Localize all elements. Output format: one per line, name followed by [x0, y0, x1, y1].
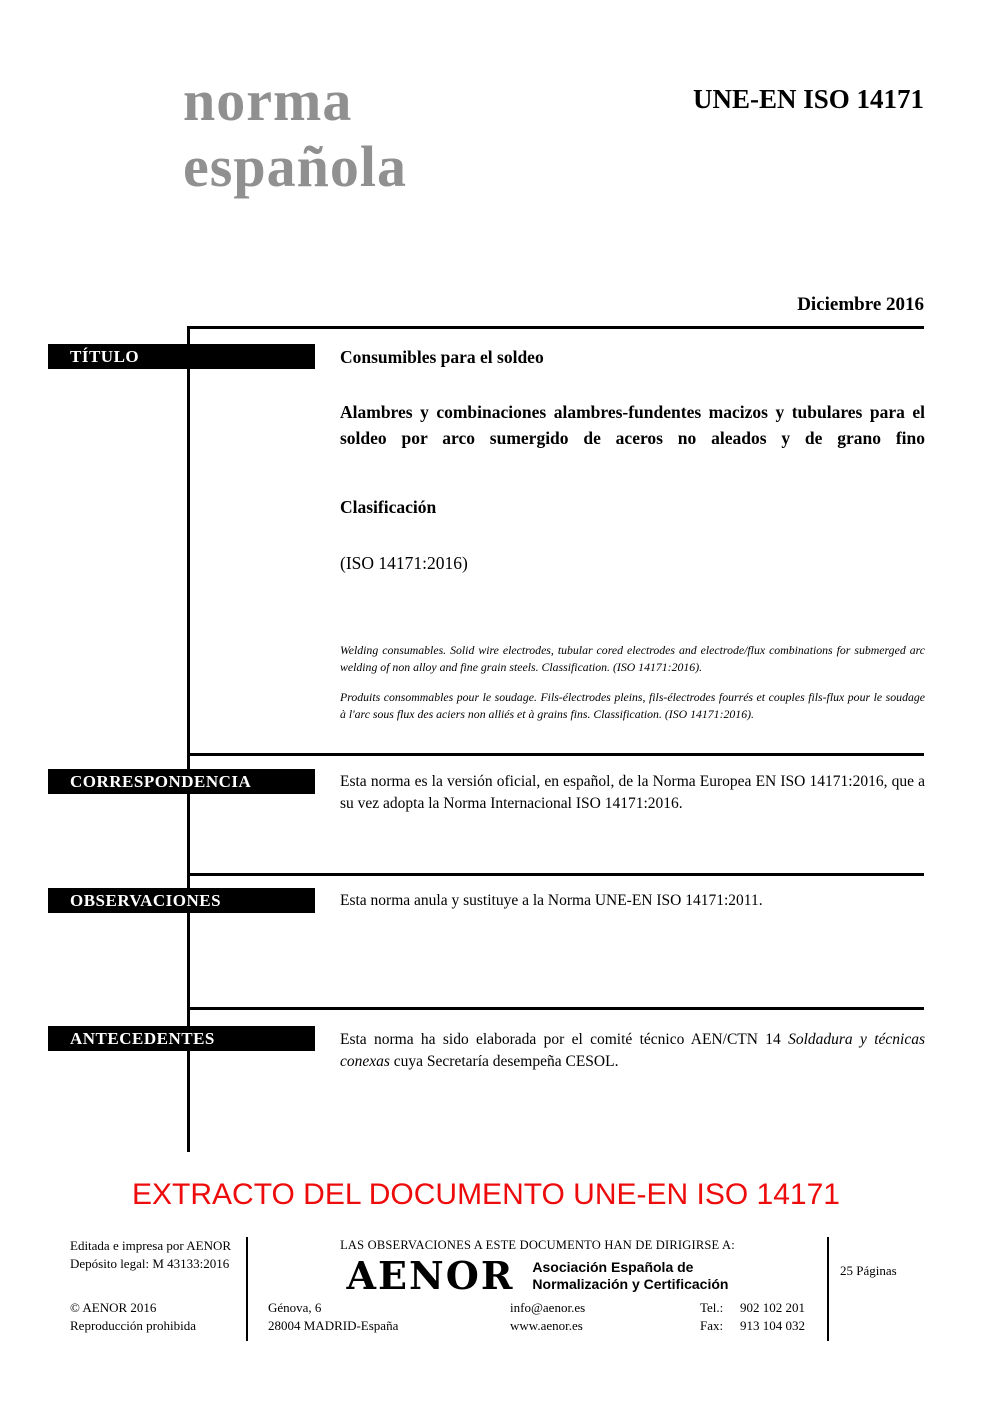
- footer-copyright: © AENOR 2016: [70, 1300, 157, 1315]
- observaciones-body: Esta norma anula y sustituye a la Norma UNE-EN ISO 14171:2011.: [340, 892, 763, 909]
- footer-tel-row: [700, 1299, 805, 1317]
- footer-fax-label: Fax:: [700, 1318, 724, 1333]
- footer-telfax-block: [700, 1299, 805, 1335]
- footer-reproduction-notice: Reproducción prohibida: [70, 1318, 196, 1333]
- title-classification: Clasificación: [340, 497, 437, 517]
- footer-publisher-block: [70, 1237, 231, 1273]
- aenor-description: [532, 1259, 728, 1293]
- abstract-french: Produits consommables pour le soudage. Fils-électrodes pleins, fils-électrodes fourrés et couples fils-flux pour le soudage à l'arc sous flux des aciers non alliés et à grains fins. Classification. (ISO 14171:2016).: [340, 690, 925, 721]
- footer-page-count: 25 Páginas: [840, 1263, 897, 1278]
- footer-tel-label: Tel.:: [700, 1300, 724, 1315]
- publication-date: Diciembre 2016: [797, 294, 924, 315]
- aenor-logo-group: [250, 1253, 825, 1298]
- footer-deposito-legal: Depósito legal: M 43133:2016: [70, 1256, 230, 1271]
- horizontal-rule-correspondencia: [189, 753, 924, 756]
- antecedentes-text-2: cuya Secretaría desempeña CESOL.: [389, 1053, 619, 1070]
- horizontal-rule-antecedentes: [189, 1007, 924, 1010]
- label-titulo: TÍTULO: [48, 344, 315, 369]
- aenor-desc-line1: Asociación Española de: [532, 1258, 694, 1275]
- footer-remarks-notice: LAS OBSERVACIONES A ESTE DOCUMENTO HAN DE DIRIGIRSE A:: [340, 1238, 735, 1252]
- antecedentes-text-1: Esta norma ha sido elaborada por el comité técnico AEN/CTN 14: [340, 1031, 789, 1048]
- footer-street: Génova, 6: [268, 1300, 322, 1315]
- footer-copyright-block: [70, 1299, 196, 1335]
- footer-fax-row: [700, 1317, 805, 1335]
- logo-line-1: norma: [183, 68, 353, 133]
- footer-tel-number: 902 102 201: [740, 1300, 805, 1315]
- footer-published-line1: Editada e impresa por AENOR: [70, 1238, 232, 1253]
- footer-website: www.aenor.es: [510, 1318, 583, 1333]
- antecedentes-committee-name: Soldadura y técnicas conexas: [340, 1031, 925, 1070]
- antecedentes-body: [340, 1029, 925, 1073]
- aenor-desc-line2: Normalización y Certificación: [532, 1275, 729, 1292]
- title-iso-reference: (ISO 14171:2016): [340, 553, 468, 573]
- title-heading: Consumibles para el soldeo: [340, 347, 544, 367]
- label-antecedentes: ANTECEDENTES: [48, 1026, 315, 1051]
- footer-city: 28004 MADRID-España: [268, 1318, 399, 1333]
- footer-fax-number: 913 104 032: [740, 1318, 805, 1333]
- footer-email: info@aenor.es: [510, 1300, 586, 1315]
- norma-espanola-logo: [183, 68, 407, 200]
- label-correspondencia: CORRESPONDENCIA: [48, 769, 315, 794]
- title-subtitle: Alambres y combinaciones alambres-fundentes macizos y tubulares para el soldeo por arco sumergido de aceros no aleados y de grano fino: [340, 402, 925, 448]
- footer-contact-block: [510, 1299, 585, 1335]
- footer-divider-left: [246, 1237, 248, 1341]
- label-observaciones: OBSERVACIONES: [48, 888, 315, 913]
- aenor-logo: AENOR: [346, 1253, 515, 1298]
- abstract-english: Welding consumables. Solid wire electrodes, tubular cored electrodes and electrode/flux combinations for submerged arc welding of non alloy and fine grain steels. Classification. (ISO 14171:2016).: [340, 643, 925, 674]
- standard-code: UNE-EN ISO 14171: [692, 84, 924, 114]
- extract-banner: EXTRACTO DEL DOCUMENTO UNE-EN ISO 14171: [132, 1178, 840, 1211]
- correspondencia-body: Esta norma es la versión oficial, en español, de la Norma Europea EN ISO 14171:2016, que a su vez adopta la Norma Internacional ISO 14171:2016.: [340, 773, 925, 812]
- logo-line-2: española: [183, 134, 407, 199]
- horizontal-rule-observaciones: [189, 873, 924, 876]
- footer-divider-right: [827, 1237, 829, 1341]
- horizontal-rule-titulo: [189, 326, 924, 329]
- footer-address-block: [268, 1299, 398, 1335]
